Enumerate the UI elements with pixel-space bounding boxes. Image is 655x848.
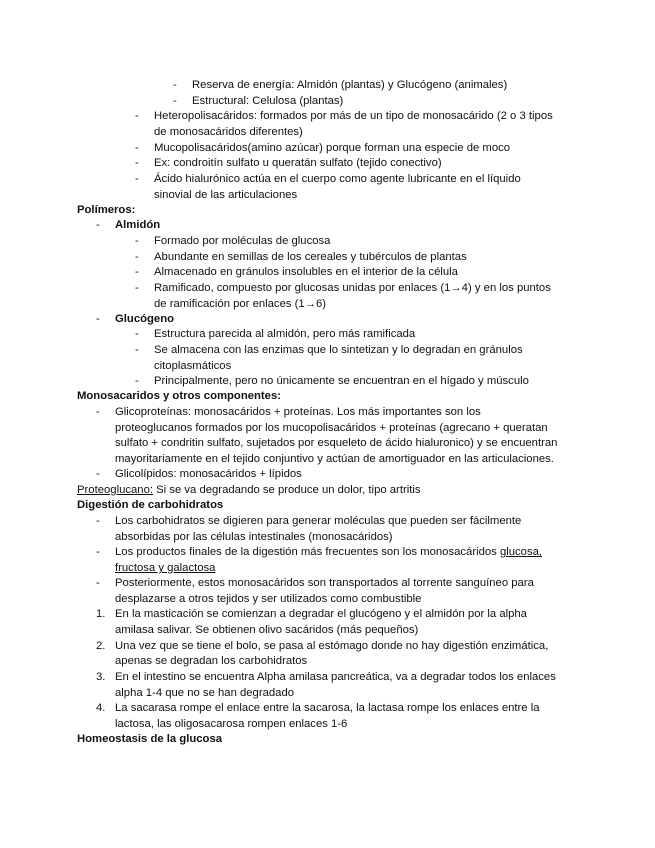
section-heading-digestion: Digestión de carbohidratos [77,499,224,511]
bullet-dash: - [135,266,139,278]
bullet-dash: - [135,142,139,154]
numbered-item: En el intestino se encuentra Alpha amilasa pancreática, va a degradar todos los enlaces [115,671,556,683]
bullet-dash: - [135,282,139,294]
bullet-dash: - [173,79,177,91]
underlined-term: glucosa, [499,546,543,558]
list-item-continuation: desplazarse a otros tejidos y ser utilizados como combustible [115,593,422,605]
section-heading-monosacaridos: Monosacaridos y otros componentes: [77,390,282,402]
list-item: Mucopolisacáridos(amino azúcar) porque forman una especie de moco [154,142,511,154]
list-item: Los carbohidratos se digieren para generar moléculas que pueden ser fácilmente [115,515,522,527]
list-item-continuation: sinovial de las articulaciones [154,189,298,201]
section-heading-polimeros: Polímeros: [77,204,136,216]
bullet-dash: - [135,328,139,340]
list-item-continuation: absorbidas por las células intestinales (monosacáridos) [115,531,393,543]
list-item: Estructural: Celulosa (plantas) [192,95,344,107]
number-marker: 2. [96,640,106,652]
list-item: Posteriormente, estos monosacáridos son transportados al torrente sanguíneo para [115,577,534,589]
bullet-dash: - [96,406,100,418]
number-marker: 4. [96,702,106,714]
numbered-item: En la masticación se comienzan a degradar el glucógeno y el almidón por la alpha [115,608,527,620]
bullet-dash: - [135,235,139,247]
numbered-item: Una vez que se tiene el bolo, se pasa al estómago donde no hay digestión enzimática, [115,640,549,652]
bullet-dash: - [135,344,139,356]
numbered-item-continuation: lactosa, las oligosacarosa rompen enlaces 1-6 [115,718,348,730]
number-marker: 1. [96,608,106,620]
numbered-item-continuation: alpha 1-4 que no se han degradado [115,687,295,699]
bullet-dash: - [173,95,177,107]
list-item: Principalmente, pero no únicamente se encuentran en el hígado y músculo [154,375,529,387]
list-item-continuation: de ramificación por enlaces (1→6) [154,298,327,310]
section-heading-homeostasis: Homeostasis de la glucosa [77,733,223,745]
list-item-continuation: proteoglucanos formados por los mucopolisacáridos + proteínas (agrecano + queratan [115,422,548,434]
list-item: Reserva de energía: Almidón (plantas) y Glucógeno (animales) [192,79,508,91]
proteoglucano-text: Si se va degradando se produce un dolor, tipo artritis [153,484,421,496]
bullet-dash: - [96,515,100,527]
bullet-dash: - [96,313,100,325]
bullet-dash: - [96,577,100,589]
list-item: Ácido hialurónico actúa en el cuerpo como agente lubricante en el líquido [154,173,521,185]
numbered-item-continuation: amilasa salivar. Se obtienen olivo sacáridos (más pequeños) [115,624,419,636]
bullet-dash: - [135,251,139,263]
list-item-continuation: de monosacáridos diferentes) [154,126,303,138]
subheading-glucogeno: Glucógeno [115,313,174,325]
list-item [115,544,542,560]
bullet-dash: - [135,157,139,169]
subheading-almidon: Almidón [115,219,161,231]
list-item: Heteropolisacáridos: formados por más de un tipo de monosacárido (2 o 3 tipos [154,110,553,122]
bullet-dash: - [96,546,100,558]
list-item: Almacenado en gránulos insolubles en el interior de la célula [154,266,458,278]
numbered-item-continuation: apenas se degradan los carbohidratos [115,655,308,667]
list-item-continuation: mayoritariamente en el tejido conjuntivo y actúan de amortiguador en las articulaciones. [115,453,554,465]
bullet-dash: - [135,173,139,185]
bullet-dash: - [135,375,139,387]
list-item: Glicoproteínas: monosacáridos + proteínas. Los más importantes son los [115,406,481,418]
proteoglucano-note [77,482,421,498]
list-item-continuation: sulfato + condritin sulfato, sujetados por esqueleto de ácido hialuronico) y se encuentran [115,437,558,449]
bullet-dash: - [135,110,139,122]
list-item: Estructura parecida al almidón, pero más ramificada [154,328,416,340]
list-item-continuation: fructosa y galactosa [115,562,216,574]
list-item-text: Los productos finales de la digestión más frecuentes son los monosacáridos [115,546,500,558]
list-item: Abundante en semillas de los cereales y tubérculos de plantas [154,251,467,263]
list-item: Ex: condroitín sulfato u queratán sulfato (tejido conectivo) [154,157,442,169]
bullet-dash: - [96,219,100,231]
proteoglucano-term: Proteoglucano: [77,484,153,496]
list-item: Glicolípidos: monosacáridos + lípidos [115,468,302,480]
list-item: Se almacena con las enzimas que lo sintetizan y lo degradan en gránulos [154,344,523,356]
numbered-item: La sacarasa rompe el enlace entre la sacarosa, la lactasa rompe los enlaces entre la [115,702,540,714]
list-item: Ramificado, compuesto por glucosas unidas por enlaces (1→4) y en los puntos [154,282,551,294]
number-marker: 3. [96,671,106,683]
list-item-continuation: citoplasmáticos [154,360,232,372]
list-item: Formado por moléculas de glucosa [154,235,331,247]
bullet-dash: - [96,468,100,480]
